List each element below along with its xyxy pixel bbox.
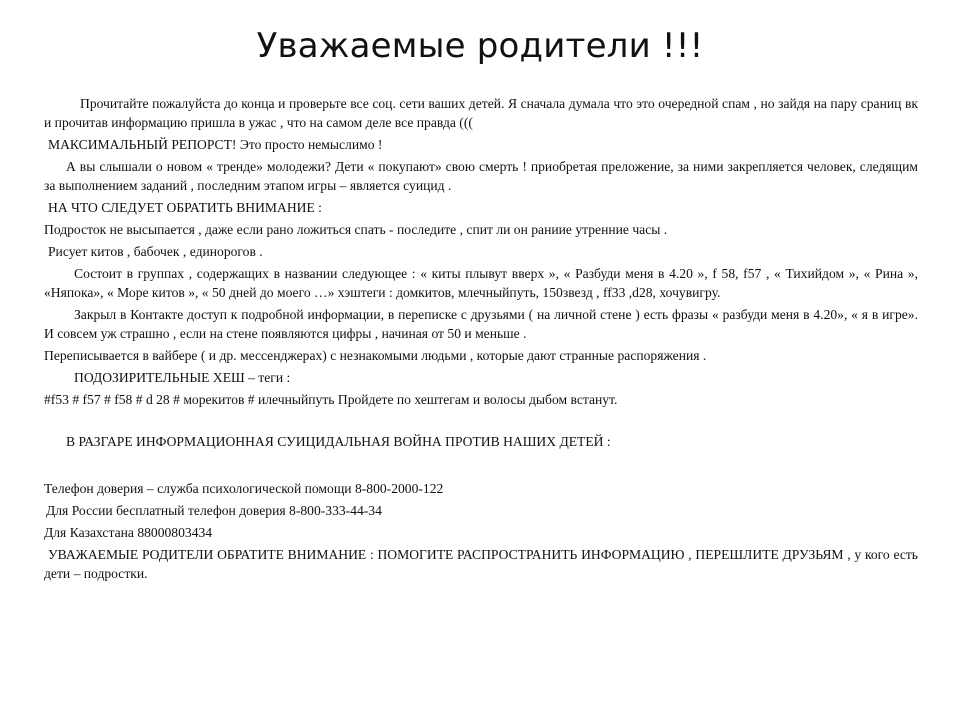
closing-appeal: УВАЖАЕМЫЕ РОДИТЕЛИ ОБРАТИТЕ ВНИМАНИЕ : ПОМОГИТЕ РАСПРОСТРАНИТЬ ИНФОРМАЦИЮ , ПЕРЕШЛИТЕ ДРУЗЬЯМ , у кого есть дети – подростки. <box>44 547 918 581</box>
repost-line: МАКСИМАЛЬНЫЙ РЕПОРСТ! Это просто немыслимо ! <box>48 137 383 152</box>
war-heading: В РАЗГАРЕ ИНФОРМАЦИОННАЯ СУИЦИДАЛЬНАЯ ВОЙНА ПРОТИВ НАШИХ ДЕТЕЙ : <box>66 434 611 449</box>
sign-closed-profile: Закрыл в Контакте доступ к подробной информации, в переписке с друзьями ( на личной стене ) есть фразы « разбуди меня в 4.20», « я в игре». И совсем уж страшно , если на стене появляются цифры , начиная от 50 и меньше . <box>44 307 918 341</box>
slide-title: Уважаемые родители !!! <box>256 26 704 66</box>
helpline-russia: Для России бесплатный телефон доверия 8-800-333-44-34 <box>46 503 382 518</box>
trend-paragraph: А вы слышали о новом « тренде» молодежи? Дети « покупают» свою смерть ! приобретая преложение, за ними закрепляется человек, следящим за выполнением заданий , последним этапом игры – является суицид . <box>44 159 918 193</box>
helpline-kazakhstan: Для Казахстана 88000803434 <box>44 525 213 540</box>
hashtags-list: #f53 # f57 # f58 # d 28 # морекитов # илечныйпуть Пройдете по хештегам и волосы дыбом встанут. <box>44 392 618 407</box>
sign-drawings: Рисует китов , бабочек , единорогов . <box>48 244 263 259</box>
intro-paragraph: Прочитайте пожалуйста до конца и проверьте все соц. сети ваших детей. Я сначала думала что это очередной спам , но зайдя на пару сраниц вк и прочитав информацию пришла в ужас , что на самом деле все правда ((( <box>44 96 918 130</box>
hashtags-heading: ПОДОЗИРИТЕЛЬНЫЕ ХЕШ – теги : <box>74 370 291 385</box>
sign-groups: Состоит в группах , содержащих в названии следующее : « киты плывут вверх », « Разбуди меня в 4.20 », f 58, f57 , « Тихийдом », « Рина », «Няпока», « Море китов », « 50 дней до моего …» хэштеги : домкитов, млечныйпуть, 150звезд , ff33 ,d28, хочувигру. <box>44 266 918 300</box>
slide-body <box>44 94 918 583</box>
sign-messengers: Переписывается в вайбере ( и др. мессенджерах) с незнакомыми людьми , которые дают странные распоряжения . <box>44 348 707 363</box>
attention-heading: НА ЧТО СЛЕДУЕТ ОБРАТИТЬ ВНИМАНИЕ : <box>48 200 322 215</box>
sign-sleep: Подросток не высыпается , даже если рано ложиться спать - последите , спит ли он раниие утренние часы . <box>44 222 668 237</box>
helpline-general: Телефон доверия – служба психологической помощи 8-800-2000-122 <box>44 481 444 496</box>
